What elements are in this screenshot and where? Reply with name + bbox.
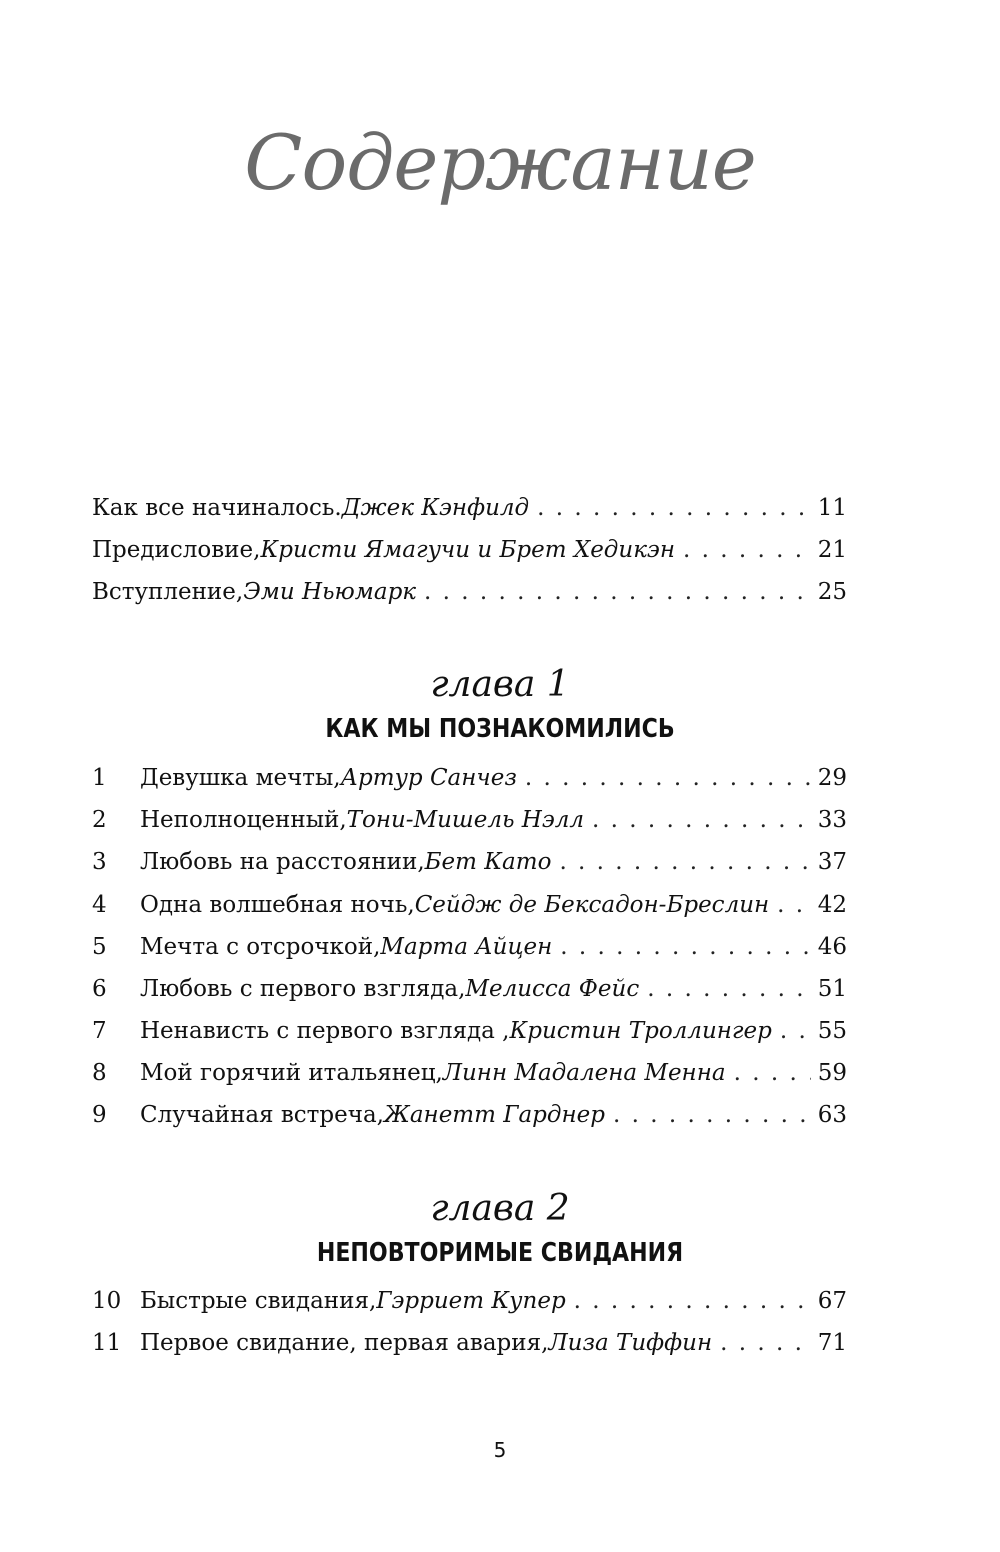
toc-entry-page: 71 xyxy=(817,1330,847,1356)
toc-entry xyxy=(92,842,847,882)
toc-entry-author: Лиза Тиффин xyxy=(548,1330,713,1356)
toc-entry-author: Кристи Ямагучи и Брет Хедикэн xyxy=(260,537,675,563)
chapter-title: КАК МЫ ПОЗНАКОМИЛИСЬ xyxy=(325,714,675,744)
chapter-label: глава 2 xyxy=(430,1188,570,1229)
toc-entry xyxy=(92,488,847,528)
toc-entry-page: 51 xyxy=(817,976,847,1002)
toc-entry-title: Мечта с отсрочкой, xyxy=(140,934,381,960)
toc-entry-page: 67 xyxy=(817,1288,847,1314)
toc-entry-title: Быстрые свидания, xyxy=(140,1288,377,1314)
toc-entry xyxy=(92,530,847,570)
toc-entry-author: Мелисса Фейс xyxy=(465,976,640,1002)
toc-entry-number: 3 xyxy=(92,849,107,875)
toc-entry-page: 37 xyxy=(817,849,847,875)
chapter-label: глава 1 xyxy=(430,664,570,705)
toc-entry xyxy=(92,800,847,840)
toc-entry-number: 1 xyxy=(92,765,107,791)
dot-leader xyxy=(613,1095,811,1135)
toc-entry-author: Марта Айцен xyxy=(380,934,553,960)
toc-entry xyxy=(92,1011,847,1051)
dot-leader xyxy=(424,572,811,612)
toc-entry-page: 33 xyxy=(817,807,847,833)
toc-entry-page: 21 xyxy=(817,537,847,563)
toc-entry-number: 10 xyxy=(92,1288,122,1314)
toc-entry-title: Любовь с первого взгляда, xyxy=(140,976,466,1002)
dot-leader xyxy=(537,488,811,528)
page-title: Содержание xyxy=(244,118,756,207)
toc-entry-title: Мой горячий итальянец, xyxy=(140,1060,443,1086)
toc-entry xyxy=(92,969,847,1009)
toc-entry-title: Предисловие, xyxy=(92,537,261,563)
dot-leader xyxy=(777,885,811,925)
dot-leader xyxy=(683,530,811,570)
toc-entry-page: 63 xyxy=(817,1102,847,1128)
toc-entry-number: 6 xyxy=(92,976,107,1002)
toc-entry-title: Вступление, xyxy=(92,579,244,605)
dot-leader xyxy=(734,1053,811,1093)
toc-entry-author: Эми Ньюмарк xyxy=(243,579,417,605)
toc-entry-page: 42 xyxy=(817,892,847,918)
toc-entry-title: Случайная встреча, xyxy=(140,1102,384,1128)
toc-entry-title: Ненависть с первого взгляда , xyxy=(140,1018,510,1044)
dot-leader xyxy=(592,800,811,840)
toc-entry-author: Артур Санчез xyxy=(340,765,517,791)
toc-entry-author: Жанетт Гарднер xyxy=(383,1102,605,1128)
toc-entry xyxy=(92,572,847,612)
toc-entry-author: Джек Кэнфилд xyxy=(341,495,530,521)
toc-entry-author: Гэрриет Купер xyxy=(376,1288,566,1314)
toc-entry-title: Девушка мечты, xyxy=(140,765,341,791)
page-number: 5 xyxy=(493,1438,507,1462)
toc-entry-number: 11 xyxy=(92,1330,122,1356)
toc-entry xyxy=(92,885,847,925)
toc-entry-author: Бет Като xyxy=(424,849,552,875)
toc-entry xyxy=(92,1281,847,1321)
toc-entry-number: 9 xyxy=(92,1102,107,1128)
toc-entry-number: 4 xyxy=(92,892,107,918)
dot-leader xyxy=(559,842,811,882)
toc-entry-title: Неполноценный, xyxy=(140,807,347,833)
toc-entry-title: Одна волшебная ночь, xyxy=(140,892,415,918)
toc-entry-title: Первое свидание, первая авария, xyxy=(140,1330,549,1356)
toc-entry xyxy=(92,1053,847,1093)
toc-entry-title: Как все начиналось. xyxy=(92,495,342,521)
toc-entry-title: Любовь на расстоянии, xyxy=(140,849,425,875)
toc-entry-page: 59 xyxy=(817,1060,847,1086)
toc-entry xyxy=(92,927,847,967)
dot-leader xyxy=(647,969,811,1009)
toc-entry xyxy=(92,1095,847,1135)
dot-leader xyxy=(525,758,811,798)
chapter-title: НЕПОВТОРИМЫЕ СВИДАНИЯ xyxy=(316,1238,684,1268)
toc-entry-author: Линн Мадалена Менна xyxy=(442,1060,726,1086)
toc-entry-author: Тони-Мишель Нэлл xyxy=(346,807,585,833)
toc-entry-number: 8 xyxy=(92,1060,107,1086)
toc-entry-author: Сейдж де Бексадон-Бреслин xyxy=(414,892,770,918)
toc-entry-author: Кристин Троллингер xyxy=(509,1018,772,1044)
dot-leader xyxy=(720,1323,811,1363)
toc-entry-number: 7 xyxy=(92,1018,107,1044)
toc-entry-number: 2 xyxy=(92,807,107,833)
toc-entry-page: 25 xyxy=(817,579,847,605)
toc-entry xyxy=(92,758,847,798)
toc-entry-page: 11 xyxy=(817,495,847,521)
dot-leader xyxy=(780,1011,811,1051)
dot-leader xyxy=(560,927,811,967)
toc-entry-page: 29 xyxy=(817,765,847,791)
toc-entry-page: 55 xyxy=(817,1018,847,1044)
toc-entry-page: 46 xyxy=(817,934,847,960)
dot-leader xyxy=(574,1281,811,1321)
toc-entry xyxy=(92,1323,847,1363)
toc-entry-number: 5 xyxy=(92,934,107,960)
